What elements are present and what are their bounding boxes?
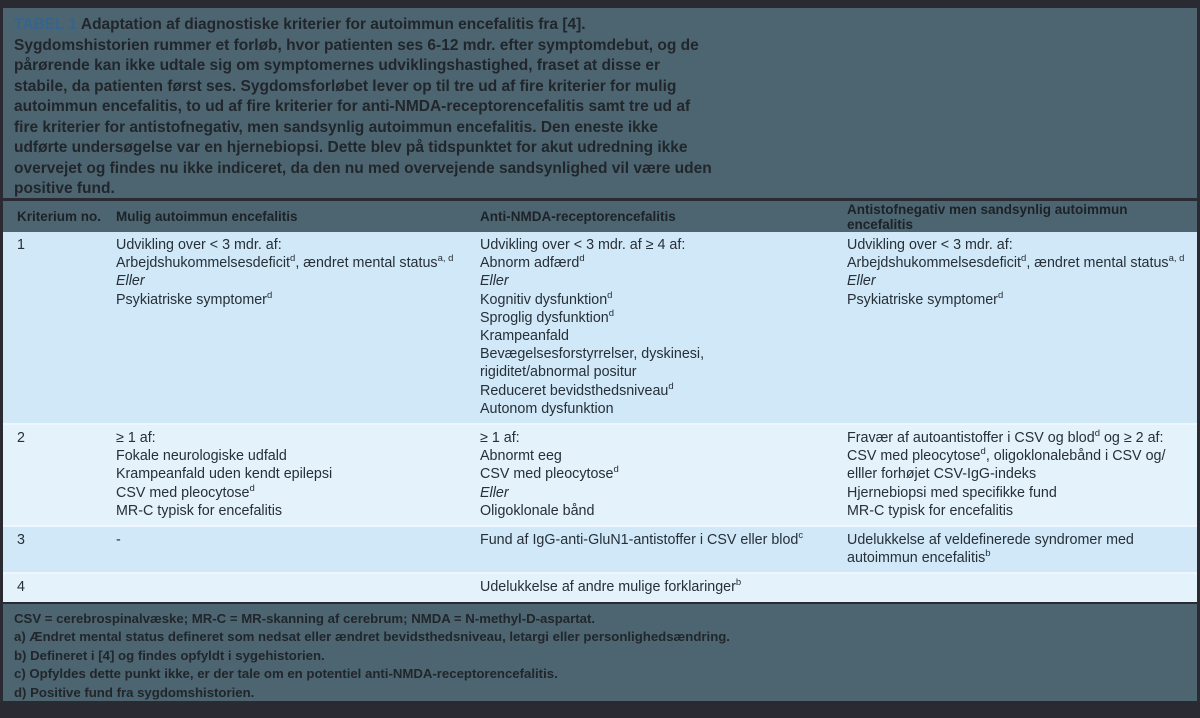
criteria-cell-antistofnegativ — [847, 429, 1191, 520]
criteria-cell-mulig — [116, 578, 480, 596]
column-header-mulig: Mulig autoimmun encefalitis — [116, 209, 298, 224]
cell-line: - — [116, 532, 121, 549]
table-header-row — [3, 201, 1197, 232]
cell-line: Udelukkelse af andre mulige forklaringer$^b$ — [480, 577, 742, 596]
cell-line: ≥ 1 af: — [480, 430, 520, 447]
cell-line: Krampeanfald — [480, 328, 570, 345]
cell-line: Eller — [480, 273, 509, 290]
criteria-cell-nmda — [480, 531, 847, 567]
table-row — [3, 423, 1197, 525]
cell-line: Eller — [116, 273, 145, 290]
cell-line: Arbejdshukommelsesdeficit$^d$, ændret mental status$^{a, d}$ — [116, 253, 454, 272]
criteria-cell-antistofnegativ — [847, 578, 1191, 596]
footnote-c: c) Opfyldes dette punkt ikke, er der tale om en potentiel anti-NMDA-receptorencefalitis. — [14, 666, 558, 682]
cell-line: Udvikling over < 3 mdr. af: — [116, 237, 282, 253]
table-row — [3, 572, 1197, 601]
cell-line: elller forhøjet CSV-IgG-indeks — [847, 466, 1037, 483]
cell-line: CSV med pleocytose$^d$, oligoklonalebånd i CSV og/ — [847, 446, 1166, 465]
table-body — [3, 232, 1197, 602]
cell-line: Arbejdshukommelsesdeficit$^d$, ændret mental status$^{a, d}$ — [847, 253, 1185, 272]
footnote-d: d) Positive fund fra sygdomshistorien. — [14, 685, 255, 701]
cell-line: Hjernebiopsi med specifikke fund — [847, 484, 1057, 501]
cell-line: Oligoklonale bånd — [480, 502, 595, 519]
table-row — [3, 232, 1197, 423]
cell-line: Fravær af autoantistoffer i CSV og blod$^d$ og ≥ 2 af: — [847, 428, 1164, 447]
cell-line: Eller — [847, 273, 876, 290]
cell-line: rigiditet/abnormal positur — [480, 364, 637, 381]
row-number-cell: 3 — [17, 532, 25, 549]
criteria-cell-mulig — [116, 531, 480, 567]
cell-line: Krampeanfald uden kendt epilepsi — [116, 466, 333, 483]
column-header-nmda: Anti-NMDA-receptorencefalitis — [480, 209, 676, 224]
column-header-kriterium: Kriterium no. — [17, 209, 102, 224]
footnote-a: a) Ændret mental status defineret som nedsat eller ændret bevidsthedsniveau, letargi eller personlighedsændring. — [14, 629, 730, 645]
row-number-cell: 2 — [17, 430, 25, 447]
criteria-cell-nmda — [480, 429, 847, 520]
cell-line: Fund af IgG-anti-GluN1-antistoffer i CSV eller blod$^c$ — [480, 530, 804, 549]
criteria-cell-nmda — [480, 578, 847, 596]
cell-line: Autonom dysfunktion — [480, 400, 614, 417]
cell-line: ≥ 1 af: — [116, 430, 156, 447]
cell-line: Udvikling over < 3 mdr. af ≥ 4 af: — [480, 237, 686, 253]
criteria-cell-antistofnegativ — [847, 531, 1191, 567]
table-panel — [3, 8, 1197, 701]
cell-line: MR-C typisk for encefalitis — [847, 502, 1014, 519]
footnotes — [3, 604, 1197, 701]
row-number-cell: 4 — [17, 579, 25, 596]
cell-line: Psykiatriske symptomer$^d$ — [847, 289, 1004, 308]
cell-line: Fokale neurologiske udfald — [116, 448, 287, 465]
footnote-abbreviations: CSV = cerebrospinalvæske; MR-C = MR-skanning af cerebrum; NMDA = N-methyl-D-aspartat. — [14, 610, 595, 626]
cell-line: Abnormt eeg — [480, 448, 562, 465]
cell-line: CSV med pleocytose$^d$ — [116, 482, 255, 501]
cell-line: Psykiatriske symptomer$^d$ — [116, 289, 273, 308]
cell-line: autoimmun encefalitis$^b$ — [847, 548, 991, 567]
caption-label: TABEL 1 — [14, 16, 81, 33]
criteria-cell-nmda — [480, 236, 847, 418]
table-caption — [3, 8, 715, 198]
cell-line: Udelukkelse af veldefinerede syndromer med — [847, 532, 1134, 549]
cell-line: CSV med pleocytose$^d$ — [480, 464, 619, 483]
criteria-cell-mulig — [116, 429, 480, 520]
footnote-b: b) Defineret i [4] og findes opfyldt i sygehistorien. — [14, 647, 325, 663]
cell-line: Sproglig dysfunktion$^d$ — [480, 308, 615, 326]
column-header-antistofnegativ: Antistofnegativ men sandsynlig autoimmun encefalitis — [847, 201, 1128, 232]
cell-line: Kognitiv dysfunktion$^d$ — [480, 289, 613, 308]
cell-line: Reduceret bevidsthedsniveau$^d$ — [480, 380, 674, 399]
cell-line: Bevægelsesforstyrrelser, dyskinesi, — [480, 346, 705, 363]
cell-line: MR-C typisk for encefalitis — [116, 502, 283, 519]
row-number-cell: 1 — [17, 237, 25, 253]
cell-line: Abnorm adfærd$^d$ — [480, 253, 585, 272]
criteria-cell-mulig — [116, 236, 480, 418]
table-row — [3, 525, 1197, 572]
criteria-cell-antistofnegativ — [847, 236, 1191, 418]
cell-line: Udvikling over < 3 mdr. af: — [847, 237, 1013, 253]
caption-text: Adaptation af diagnostiske kriterier for autoimmun encefalitis fra [4]. Sygdomshistorien rummer et forløb, hvor patienten ses 6-12 mdr. efter symptomdebut, og de pårørende kan ikke udtale sig om symptomernes udviklingshastighed, fraset at disse er stabile, da patienten først ses. Sygdomsforløbet lever op til tre ud af fire kriterier for mulig autoimmun encefalitis, to ud af fire kriterier for anti-NMDA-receptorencefalitis samt tre ud af fire kriterier for antistofnegativ, men sandsynlig autoimmun encefalitis. Den eneste ikke udførte undersøgelse var en hjernebiopsi. Dette blev på tidspunktet for akut udredning ikke overvejet og findes nu ikke indiceret, da den nu med overvejende sandsynlighed vil være uden positive fund. — [14, 16, 712, 197]
cell-line: Eller — [480, 484, 509, 501]
